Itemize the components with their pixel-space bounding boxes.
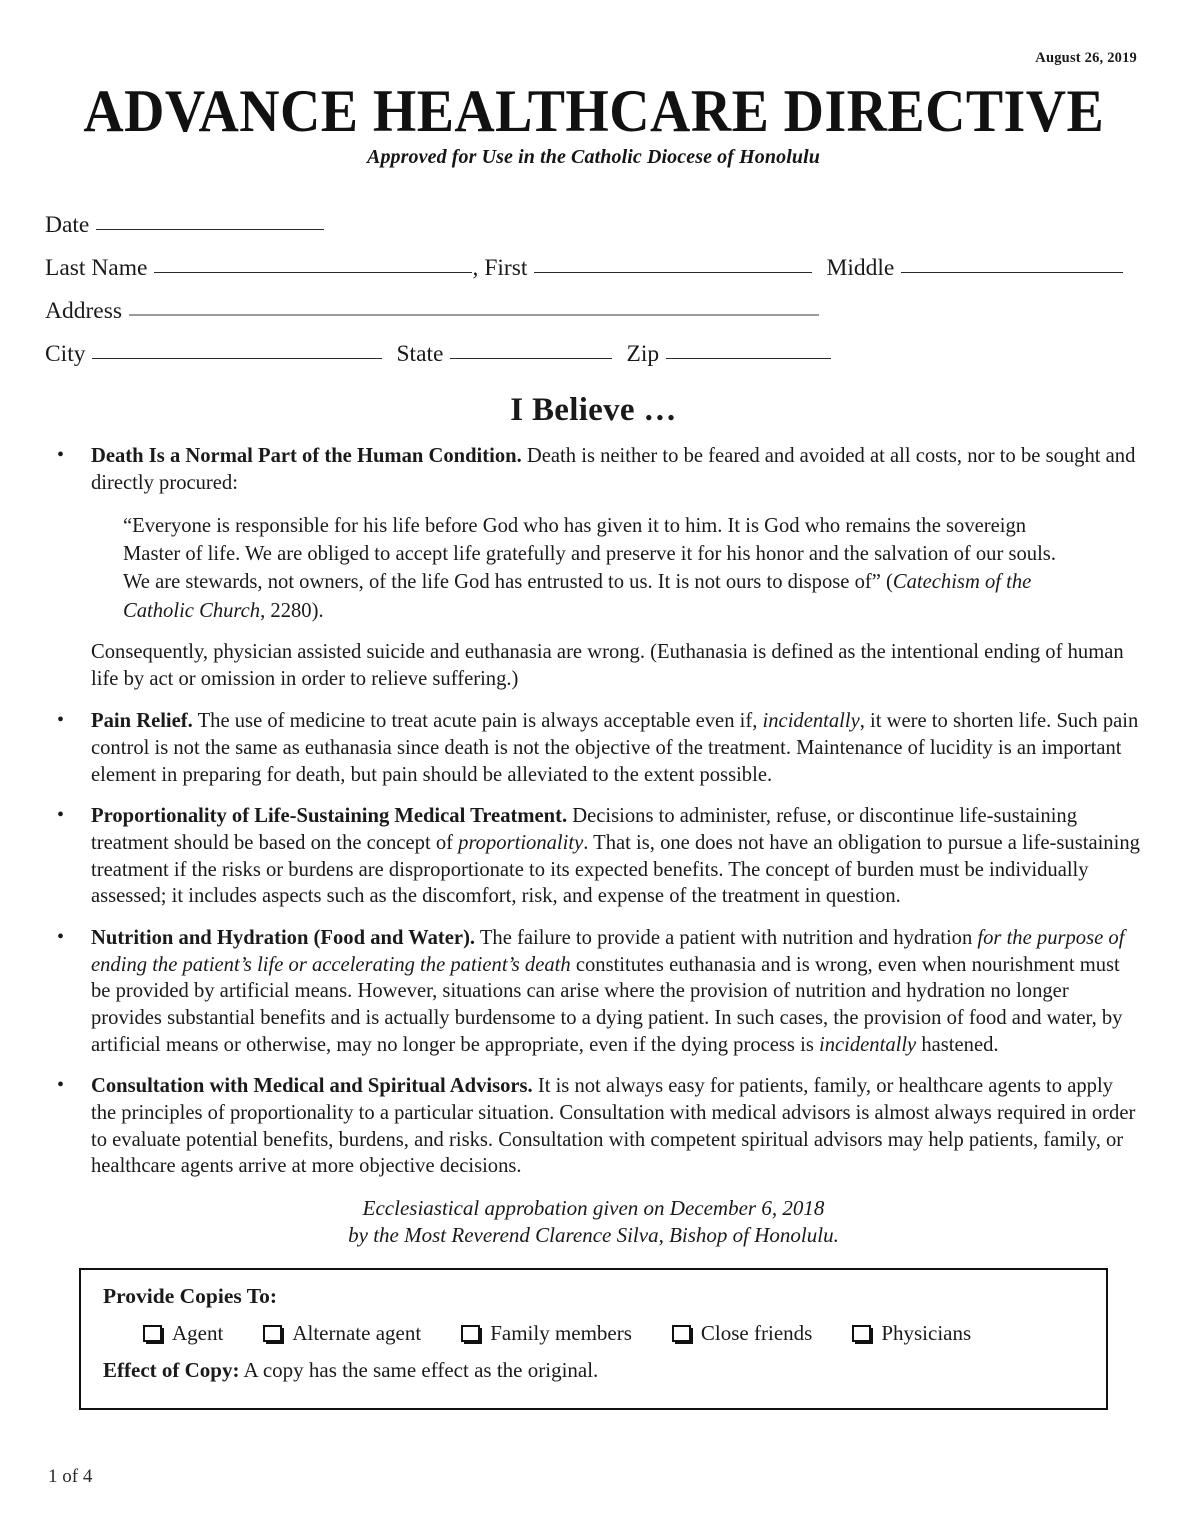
bullet-title: Proportionality of Life-Sustaining Medical Treatment.: [91, 805, 568, 828]
quote-text-part1: “Everyone is responsible for his life before God who has given it to him. It is God who remains the sovereign Master of life. We are obliged to accept life gratefully and preserve it for his honor and the salvation of our souls. We are stewards, not owners, of the life God has entrusted to us. It is not ours to dispose of” (: [123, 514, 1056, 594]
checkbox-icon[interactable]: [263, 1325, 282, 1342]
bullet-body-part1: Decisions to administer, refuse, or discontinue life-sustaining treatment should be based on the concept of: [91, 805, 1078, 855]
bullet-dot-icon: •: [57, 1074, 65, 1097]
bullet-body-part2: . That is, one does not have an obligation to pursue a life-sustaining treatment if the risks or burdens are disproportionate to its expected benefits. The concept of burden must be individually assessed; it includes aspects such as the discomfort, risk, and expense of the treatment in question.: [91, 832, 1140, 908]
bullet-body: It is not always easy for patients, family, or healthcare agents to apply the principles of proportionality to a particular situation. Consultation with medical advisors is almost always required in order to evaluate potential benefits, burdens, and risks. Consultation with competent spiritual advisors may help patients, family, or healthcare agents arrive at more objective decisions.: [91, 1075, 1136, 1178]
ecclesiastical-approbation: [45, 1195, 1142, 1250]
bullet-dot-icon: •: [57, 804, 65, 827]
consequently-paragraph: Consequently, physician assisted suicide and euthanasia are wrong. (Euthanasia is defined as the intentional ending of human life by act or omission in order to relieve suffering.): [91, 641, 1124, 690]
zip-label: Zip: [626, 340, 660, 367]
first-name-input[interactable]: [534, 252, 812, 273]
patient-info-form: [45, 211, 1142, 366]
page-title: ADVANCE HEALTHCARE DIRECTIVE: [83, 78, 1105, 144]
bullet-title: Death Is a Normal Part of the Human Condition.: [91, 445, 522, 468]
last-name-label: Last Name: [45, 254, 148, 281]
effect-of-copy-line: [103, 1358, 1084, 1383]
page-subtitle: Approved for Use in the Catholic Diocese of Honolulu: [367, 146, 820, 169]
form-row-address: [45, 296, 1142, 324]
checkbox-item-close-friends[interactable]: [672, 1321, 812, 1346]
bullet-consultation: [45, 1073, 1142, 1180]
bullet-nutrition-hydration: [45, 925, 1142, 1058]
provide-copies-title: Provide Copies To:: [103, 1283, 278, 1308]
checkbox-label: Agent: [172, 1320, 224, 1345]
approbation-line-2: by the Most Reverend Clarence Silva, Bishop of Honolulu.: [348, 1223, 839, 1248]
checkbox-label: Close friends: [700, 1320, 813, 1345]
approbation-line-1: Ecclesiastical approbation given on December 6, 2018: [362, 1195, 825, 1220]
state-input[interactable]: [450, 338, 612, 359]
bullet-italic-purpose: for the purpose of ending the patient’s life or accelerating the patient’s death: [91, 927, 1125, 976]
checkbox-icon[interactable]: [461, 1325, 480, 1342]
middle-name-input[interactable]: [901, 252, 1123, 273]
page-number-footer: 1 of 4: [48, 1466, 93, 1487]
first-name-label: First: [484, 254, 528, 281]
bullet-death-normal-part: [45, 443, 1142, 496]
quote-citation: Catechism of the Catholic Church: [123, 571, 1032, 622]
checkbox-label: Alternate agent: [292, 1320, 422, 1345]
bullet-proportionality: [45, 803, 1142, 910]
name-comma: ,: [472, 254, 479, 281]
checkbox-icon[interactable]: [143, 1325, 162, 1342]
bullet-pain-relief: [45, 708, 1142, 788]
bullet-body-part2: , it were to shorten life. Such pain control is not the same as euthanasia since death is not the objective of the treatment. Maintenance of lucidity is an important element in preparing for death, but pain should be alleviated to the extent possible.: [91, 710, 1139, 786]
bullet-body: Death is neither to be feared and avoided at all costs, nor to be sought and directly procured:: [91, 445, 1136, 494]
bullet-title: Nutrition and Hydration (Food and Water).: [91, 927, 476, 950]
bullet-title: Consultation with Medical and Spiritual Advisors.: [91, 1075, 533, 1098]
checkbox-label: Family members: [490, 1320, 632, 1345]
catechism-quote: [123, 512, 1142, 626]
date-label: Date: [45, 212, 90, 239]
effect-of-copy-label: Effect of Copy:: [103, 1357, 240, 1382]
document-date: August 26, 2019: [1035, 50, 1137, 66]
bullet-dot-icon: •: [57, 926, 65, 949]
bullet-dot-icon: •: [57, 444, 65, 467]
bullet-body-part2: constitutes euthanasia and is wrong, even when nourishment must be provided by artificial means. However, situations can arise where the provision of nutrition and hydration no longer provides substantial benefits and is actually burdensome to a dying patient. In such cases, the provision of food and water, by artificial means or otherwise, may no longer be appropriate, even if the dying process is: [91, 953, 1123, 1056]
checkbox-icon[interactable]: [852, 1325, 871, 1342]
copies-checkbox-row: [103, 1321, 1084, 1346]
zip-input[interactable]: [666, 338, 831, 359]
city-label: City: [45, 340, 86, 367]
bullet-italic-incidentally: incidentally: [818, 1033, 917, 1056]
checkbox-item-agent[interactable]: [143, 1321, 223, 1346]
bullet-body-part1: The use of medicine to treat acute pain is always acceptable even if,: [192, 710, 763, 733]
bullet-body-part3: hastened.: [916, 1033, 999, 1056]
middle-name-label: Middle: [826, 254, 895, 281]
state-label: State: [396, 340, 444, 367]
quote-text-part2: , 2280).: [260, 599, 324, 622]
bullet-dot-icon: •: [57, 709, 65, 732]
bullet-title: Pain Relief.: [91, 710, 193, 733]
checkbox-item-physicians[interactable]: [852, 1321, 971, 1346]
title-block: [45, 78, 1142, 169]
checkbox-item-alternate-agent[interactable]: [263, 1321, 421, 1346]
bullet-italic-proportionality: proportionality: [458, 832, 584, 855]
date-input[interactable]: [96, 209, 324, 230]
city-input[interactable]: [92, 338, 382, 359]
bullet-italic-incidentally: incidentally: [762, 710, 860, 733]
form-row-name: [45, 254, 1142, 281]
checkbox-item-family-members[interactable]: [461, 1321, 632, 1346]
effect-of-copy-text: A copy has the same effect as the original.: [239, 1357, 599, 1382]
checkbox-label: Physicians: [881, 1320, 972, 1345]
beliefs-list: [45, 443, 1142, 1180]
form-row-date: [45, 211, 1142, 238]
provide-copies-box: [79, 1268, 1108, 1410]
checkbox-icon[interactable]: [672, 1325, 691, 1342]
last-name-input[interactable]: [154, 252, 472, 273]
bullet-body-part1: The failure to provide a patient with nutrition and hydration: [475, 927, 978, 950]
address-input[interactable]: [129, 294, 819, 316]
form-row-city-state-zip: [45, 340, 1142, 367]
address-label: Address: [45, 298, 123, 325]
section-heading-i-believe: I Believe …: [510, 392, 677, 429]
